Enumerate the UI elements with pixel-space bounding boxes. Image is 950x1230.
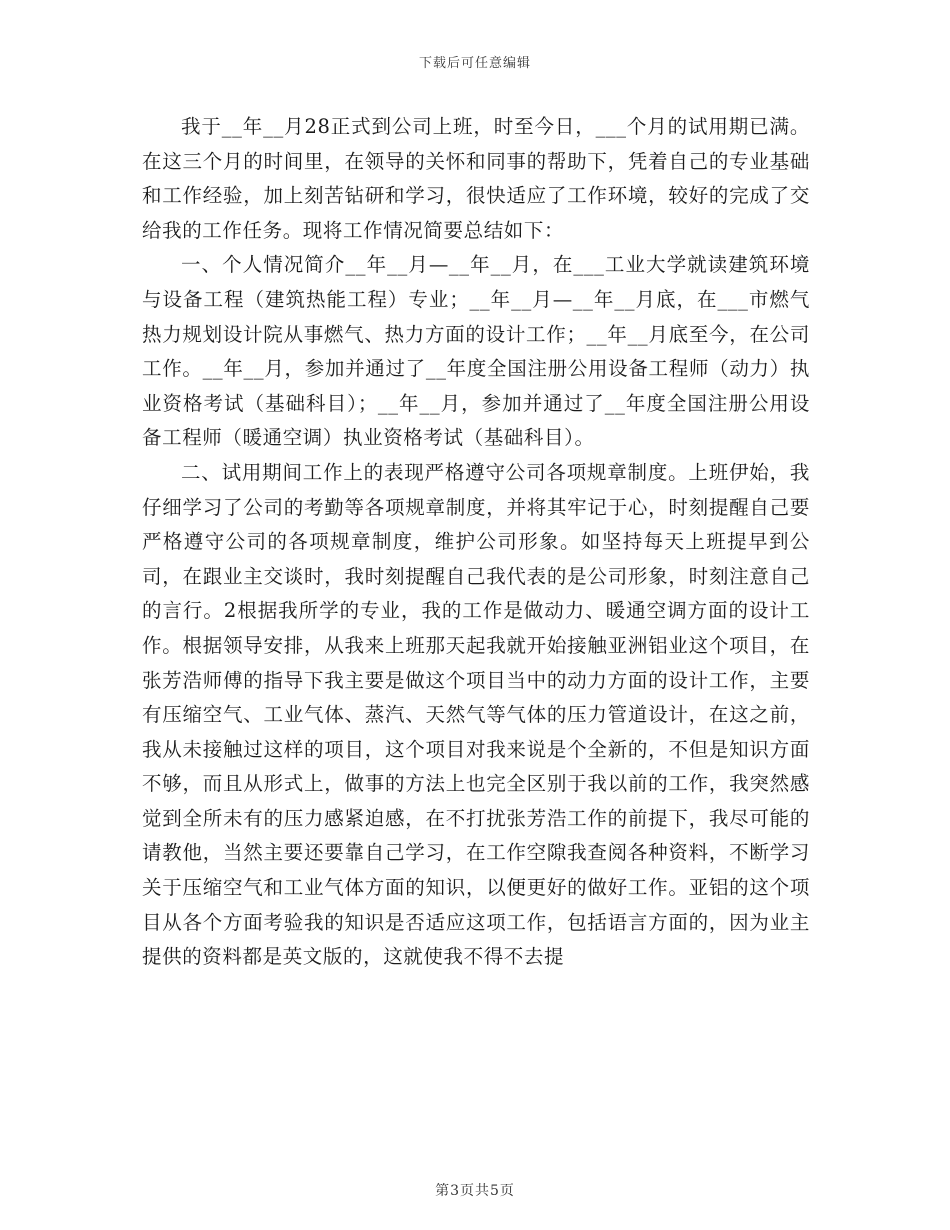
page-number: 第3页共5页 [435,1183,515,1199]
page-header: 下载后可任意编辑 [418,56,531,71]
document-body [142,110,810,975]
paragraph-intro: 我于__年__月28正式到公司上班，时至今日，___个月的试用期已满。在这三个月的时间里，在领导的关怀和同事的帮助下，凭着自己的专业基础和工作经验，加上刻苦钻研和学习，很快适应了工作环境，较好的完成了交给我的工作任务。现将工作情况简要总结如下： [142,115,810,242]
paragraph-work-performance: 二、试用期间工作上的表现严格遵守公司各项规章制度。上班伊始，我仔细学习了公司的考勤等各项规章制度，并将其牢记于心，时刻提醒自己要严格遵守公司的各项规章制度，维护公司形象。如坚持每天上班提早到公司，在跟业主交谈时，我时刻提醒自己我代表的是公司形象，时刻注意自己的言行。2根据我所学的专业，我的工作是做动力、暖通空调方面的设计工作。根据领导安排，从我来上班那天起我就开始接触亚洲铝业这个项目，在张芳浩师傅的指导下我主要是做这个项目当中的动力方面的设计工作，主要有压缩空气、工业气体、蒸汽、天然气等气体的压力管道设计，在这之前，我从未接触过这样的项目，这个项目对我来说是个全新的，不但是知识方面不够，而且从形式上，做事的方法上也完全区别于我以前的工作，我突然感觉到全所未有的压力感紧迫感，在不打扰张芳浩工作的前提下，我尽可能的请教他，当然主要还要靠自己学习，在工作空隙我查阅各种资料，不断学习关于压缩空气和工业气体方面的知识，以便更好的做好工作。亚铝的这个项目从各个方面考验我的知识是否适应这项工作，包括语言方面的，因为业主提供的资料都是英文版的，这就使我不得不去提 [142,460,810,969]
paragraph-personal-info: 一、个人情况简介__年__月—__年__月，在___工业大学就读建筑环境与设备工程（建筑热能工程）专业；__年__月—__年__月底，在___市燃气热力规划设计院从事燃气、热力方面的设计工作；__年__月底至今，在公司工作。__年__月，参加并通过了__年度全国注册公用设备工程师（动力）执业资格考试（基础科目）；__年__月，参加并通过了__年度全国注册公用设备工程师（暖通空调）执业资格考试（基础科目）。 [142,253,810,450]
